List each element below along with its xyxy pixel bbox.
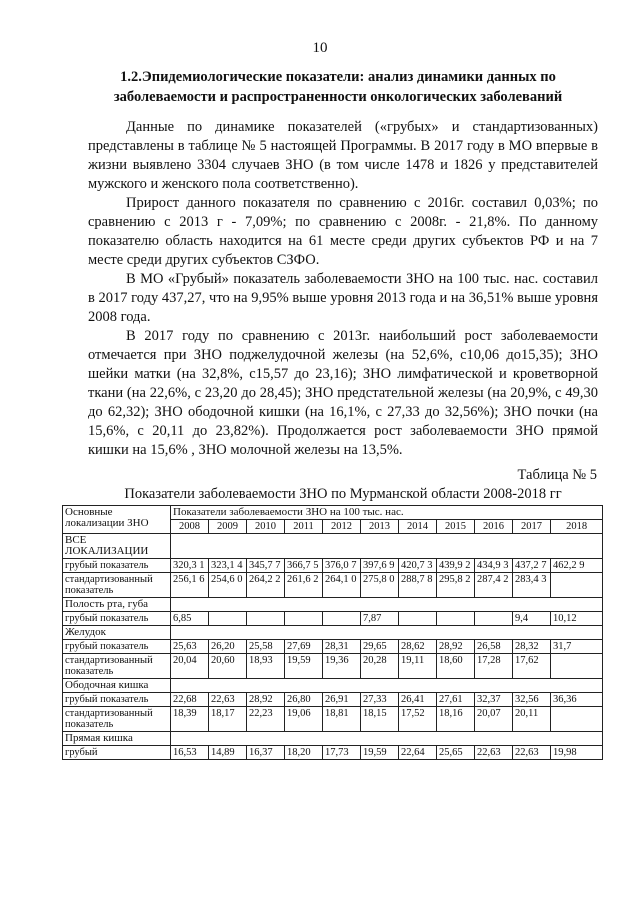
table-cell: 19,59 xyxy=(285,654,323,679)
table-cell: 439,9 2 xyxy=(437,559,475,573)
col-header-localization: Основные локализации ЗНО xyxy=(63,506,171,534)
group-label: Желудок xyxy=(63,626,171,640)
table-body xyxy=(63,534,603,760)
table-cell: 288,7 8 xyxy=(399,573,437,598)
table-cell: 437,2 7 xyxy=(513,559,551,573)
table-cell: 19,98 xyxy=(551,746,603,760)
table-cell: 18,17 xyxy=(209,707,247,732)
table-cell: 295,8 2 xyxy=(437,573,475,598)
table-cell: 16,53 xyxy=(171,746,209,760)
table-cell: 26,20 xyxy=(209,640,247,654)
table-cell xyxy=(475,612,513,626)
group-fill xyxy=(171,679,603,693)
table-cell: 19,36 xyxy=(323,654,361,679)
table-cell: 18,93 xyxy=(247,654,285,679)
table-row xyxy=(63,693,603,707)
year-header: 2011 xyxy=(285,520,323,534)
table-cell xyxy=(209,612,247,626)
table-cell: 20,28 xyxy=(361,654,399,679)
table-cell: 462,2 9 xyxy=(551,559,603,573)
table-cell: 256,1 6 xyxy=(171,573,209,598)
row-label: грубый показатель xyxy=(63,612,171,626)
table-cell: 22,63 xyxy=(513,746,551,760)
table-cell: 18,15 xyxy=(361,707,399,732)
group-fill xyxy=(171,732,603,746)
table-cell: 376,0 7 xyxy=(323,559,361,573)
table-cell: 28,92 xyxy=(247,693,285,707)
table-cell: 366,7 5 xyxy=(285,559,323,573)
table-cell: 22,68 xyxy=(171,693,209,707)
group-label: Полость рта, губа xyxy=(63,598,171,612)
table-cell: 28,32 xyxy=(513,640,551,654)
group-fill xyxy=(171,626,603,640)
table-cell: 420,7 3 xyxy=(399,559,437,573)
year-header: 2012 xyxy=(323,520,361,534)
table-cell: 17,52 xyxy=(399,707,437,732)
table-cell: 28,62 xyxy=(399,640,437,654)
year-header: 2013 xyxy=(361,520,399,534)
table-cell: 6,85 xyxy=(171,612,209,626)
table-cell: 261,6 2 xyxy=(285,573,323,598)
table-cell: 27,61 xyxy=(437,693,475,707)
table-cell xyxy=(247,612,285,626)
group-fill xyxy=(171,534,603,559)
group-label: Прямая кишка xyxy=(63,732,171,746)
group-label: Ободочная кишка xyxy=(63,679,171,693)
table-cell xyxy=(551,573,603,598)
year-header: 2008 xyxy=(171,520,209,534)
table-cell: 26,91 xyxy=(323,693,361,707)
incidence-table xyxy=(62,505,603,760)
table-row xyxy=(63,559,603,573)
table-cell: 25,58 xyxy=(247,640,285,654)
table-cell: 28,92 xyxy=(437,640,475,654)
table-cell: 20,60 xyxy=(209,654,247,679)
table-cell: 323,1 4 xyxy=(209,559,247,573)
table-cell: 17,62 xyxy=(513,654,551,679)
table-cell: 22,63 xyxy=(475,746,513,760)
table-cell: 283,4 3 xyxy=(513,573,551,598)
table-cell: 397,6 9 xyxy=(361,559,399,573)
table-row xyxy=(63,654,603,679)
table-cell: 18,60 xyxy=(437,654,475,679)
year-header: 2017 xyxy=(513,520,551,534)
col-header-group: Показатели заболеваемости ЗНО на 100 тыс. нас. xyxy=(171,506,603,520)
table-cell: 264,2 2 xyxy=(247,573,285,598)
table-cell xyxy=(437,612,475,626)
table-cell: 434,9 3 xyxy=(475,559,513,573)
year-header: 2018 xyxy=(551,520,603,534)
group-row xyxy=(63,534,603,559)
table-row xyxy=(63,746,603,760)
group-fill xyxy=(171,598,603,612)
table-cell: 28,31 xyxy=(323,640,361,654)
page-number: 10 xyxy=(312,40,328,56)
row-label: стандартизованный показатель xyxy=(63,573,171,598)
paragraph: Прирост данного показателя по сравнению с 2016г. составил 0,03%; по сравнению с 2013 г - 7,09%; по сравнению с 2008г. - 21,8%. По данному показателю область находится на 61 месте среди других субъектов РФ и на 7 месте среди других субъектов СЗФО. xyxy=(88,195,598,268)
row-label: стандартизованный показатель xyxy=(63,707,171,732)
table-cell: 16,37 xyxy=(247,746,285,760)
group-label: ВСЕ ЛОКАЛИЗАЦИИ xyxy=(63,534,171,559)
table-cell: 18,39 xyxy=(171,707,209,732)
table-cell: 27,33 xyxy=(361,693,399,707)
table-cell: 19,06 xyxy=(285,707,323,732)
table-row xyxy=(63,612,603,626)
body-text xyxy=(88,118,598,460)
table-row xyxy=(63,640,603,654)
table-cell: 26,41 xyxy=(399,693,437,707)
paragraph: Данные по динамике показателей («грубых» и стандартизованных) представлены в таблице № 5 настоящей Программы. В 2017 году в МО впервые в жизни выявлено 3304 случаев ЗНО (в том числе 1478 и 1826 у представителей мужского и женского пола соответственно). xyxy=(88,119,598,192)
table-cell: 17,73 xyxy=(323,746,361,760)
row-label: грубый показатель xyxy=(63,640,171,654)
table-cell: 264,1 0 xyxy=(323,573,361,598)
group-row xyxy=(63,598,603,612)
table-cell: 36,36 xyxy=(551,693,603,707)
table-cell xyxy=(551,707,603,732)
row-label: грубый xyxy=(63,746,171,760)
table-header-row xyxy=(63,506,603,520)
table-cell: 287,4 2 xyxy=(475,573,513,598)
table-cell: 345,7 7 xyxy=(247,559,285,573)
table-title: Показатели заболеваемости ЗНО по Мурманской области 2008-2018 гг xyxy=(124,486,562,502)
table-cell xyxy=(551,654,603,679)
row-label: стандартизованный показатель xyxy=(63,654,171,679)
year-header: 2016 xyxy=(475,520,513,534)
paragraph: В 2017 году по сравнению с 2013г. наибольший рост заболеваемости отмечается при ЗНО поджелудочной железы (на 52,6%, с10,06 до15,35); ЗНО шейки матки (на 32,8%, с15,57 до 23,16); ЗНО лимфатической и кроветворной ткани (на 22,6%, с 23,20 до 28,45); ЗНО предстательной железы (на 20,9%, с 49,30 до 62,32); ЗНО ободочной кишки (на 16,1%, с 27,33 до 32,56%); ЗНО почки (на 15,6%, с 20,11 до 23,82%). Продолжается рост заболеваемости ЗНО прямой кишки на 15,6% , ЗНО молочной железы на 13,5%. xyxy=(88,328,598,458)
table-cell: 18,16 xyxy=(437,707,475,732)
table-cell: 26,58 xyxy=(475,640,513,654)
table-cell: 22,23 xyxy=(247,707,285,732)
year-header: 2015 xyxy=(437,520,475,534)
year-header: 2014 xyxy=(399,520,437,534)
table-cell: 27,69 xyxy=(285,640,323,654)
table-cell: 25,63 xyxy=(171,640,209,654)
table-cell: 10,12 xyxy=(551,612,603,626)
group-row xyxy=(63,626,603,640)
table-cell: 20,11 xyxy=(513,707,551,732)
table-number-caption: Таблица № 5 xyxy=(517,467,597,483)
table-cell: 25,65 xyxy=(437,746,475,760)
group-row xyxy=(63,732,603,746)
group-row xyxy=(63,679,603,693)
table-cell: 22,64 xyxy=(399,746,437,760)
table-cell: 275,8 0 xyxy=(361,573,399,598)
paragraph: В МО «Грубый» показатель заболеваемости ЗНО на 100 тыс. нас. составил в 2017 году 437,27, что на 9,95% выше уровня 2013 года и на 36,51% выше уровня 2008 года. xyxy=(88,271,598,325)
table-cell: 14,89 xyxy=(209,746,247,760)
table-cell: 20,04 xyxy=(171,654,209,679)
table-cell: 29,65 xyxy=(361,640,399,654)
table-cell: 32,37 xyxy=(475,693,513,707)
table-cell: 20,07 xyxy=(475,707,513,732)
table-cell: 320,3 1 xyxy=(171,559,209,573)
row-label: грубый показатель xyxy=(63,693,171,707)
table-cell xyxy=(285,612,323,626)
section-title: 1.2.Эпидемиологические показатели: анализ динамики данных по заболеваемости и распространенности онкологических заболеваний xyxy=(113,69,563,105)
table-cell: 32,56 xyxy=(513,693,551,707)
table-cell: 22,63 xyxy=(209,693,247,707)
row-label: грубый показатель xyxy=(63,559,171,573)
table-cell: 26,80 xyxy=(285,693,323,707)
table-cell xyxy=(399,612,437,626)
table-cell: 18,81 xyxy=(323,707,361,732)
table-cell: 7,87 xyxy=(361,612,399,626)
table-row xyxy=(63,707,603,732)
year-header: 2010 xyxy=(247,520,285,534)
table-cell: 31,7 xyxy=(551,640,603,654)
table-cell xyxy=(323,612,361,626)
table-cell: 19,59 xyxy=(361,746,399,760)
table-cell: 17,28 xyxy=(475,654,513,679)
table-cell: 254,6 0 xyxy=(209,573,247,598)
table-cell: 18,20 xyxy=(285,746,323,760)
table-cell: 19,11 xyxy=(399,654,437,679)
year-header: 2009 xyxy=(209,520,247,534)
table-cell: 9,4 xyxy=(513,612,551,626)
table-row xyxy=(63,573,603,598)
